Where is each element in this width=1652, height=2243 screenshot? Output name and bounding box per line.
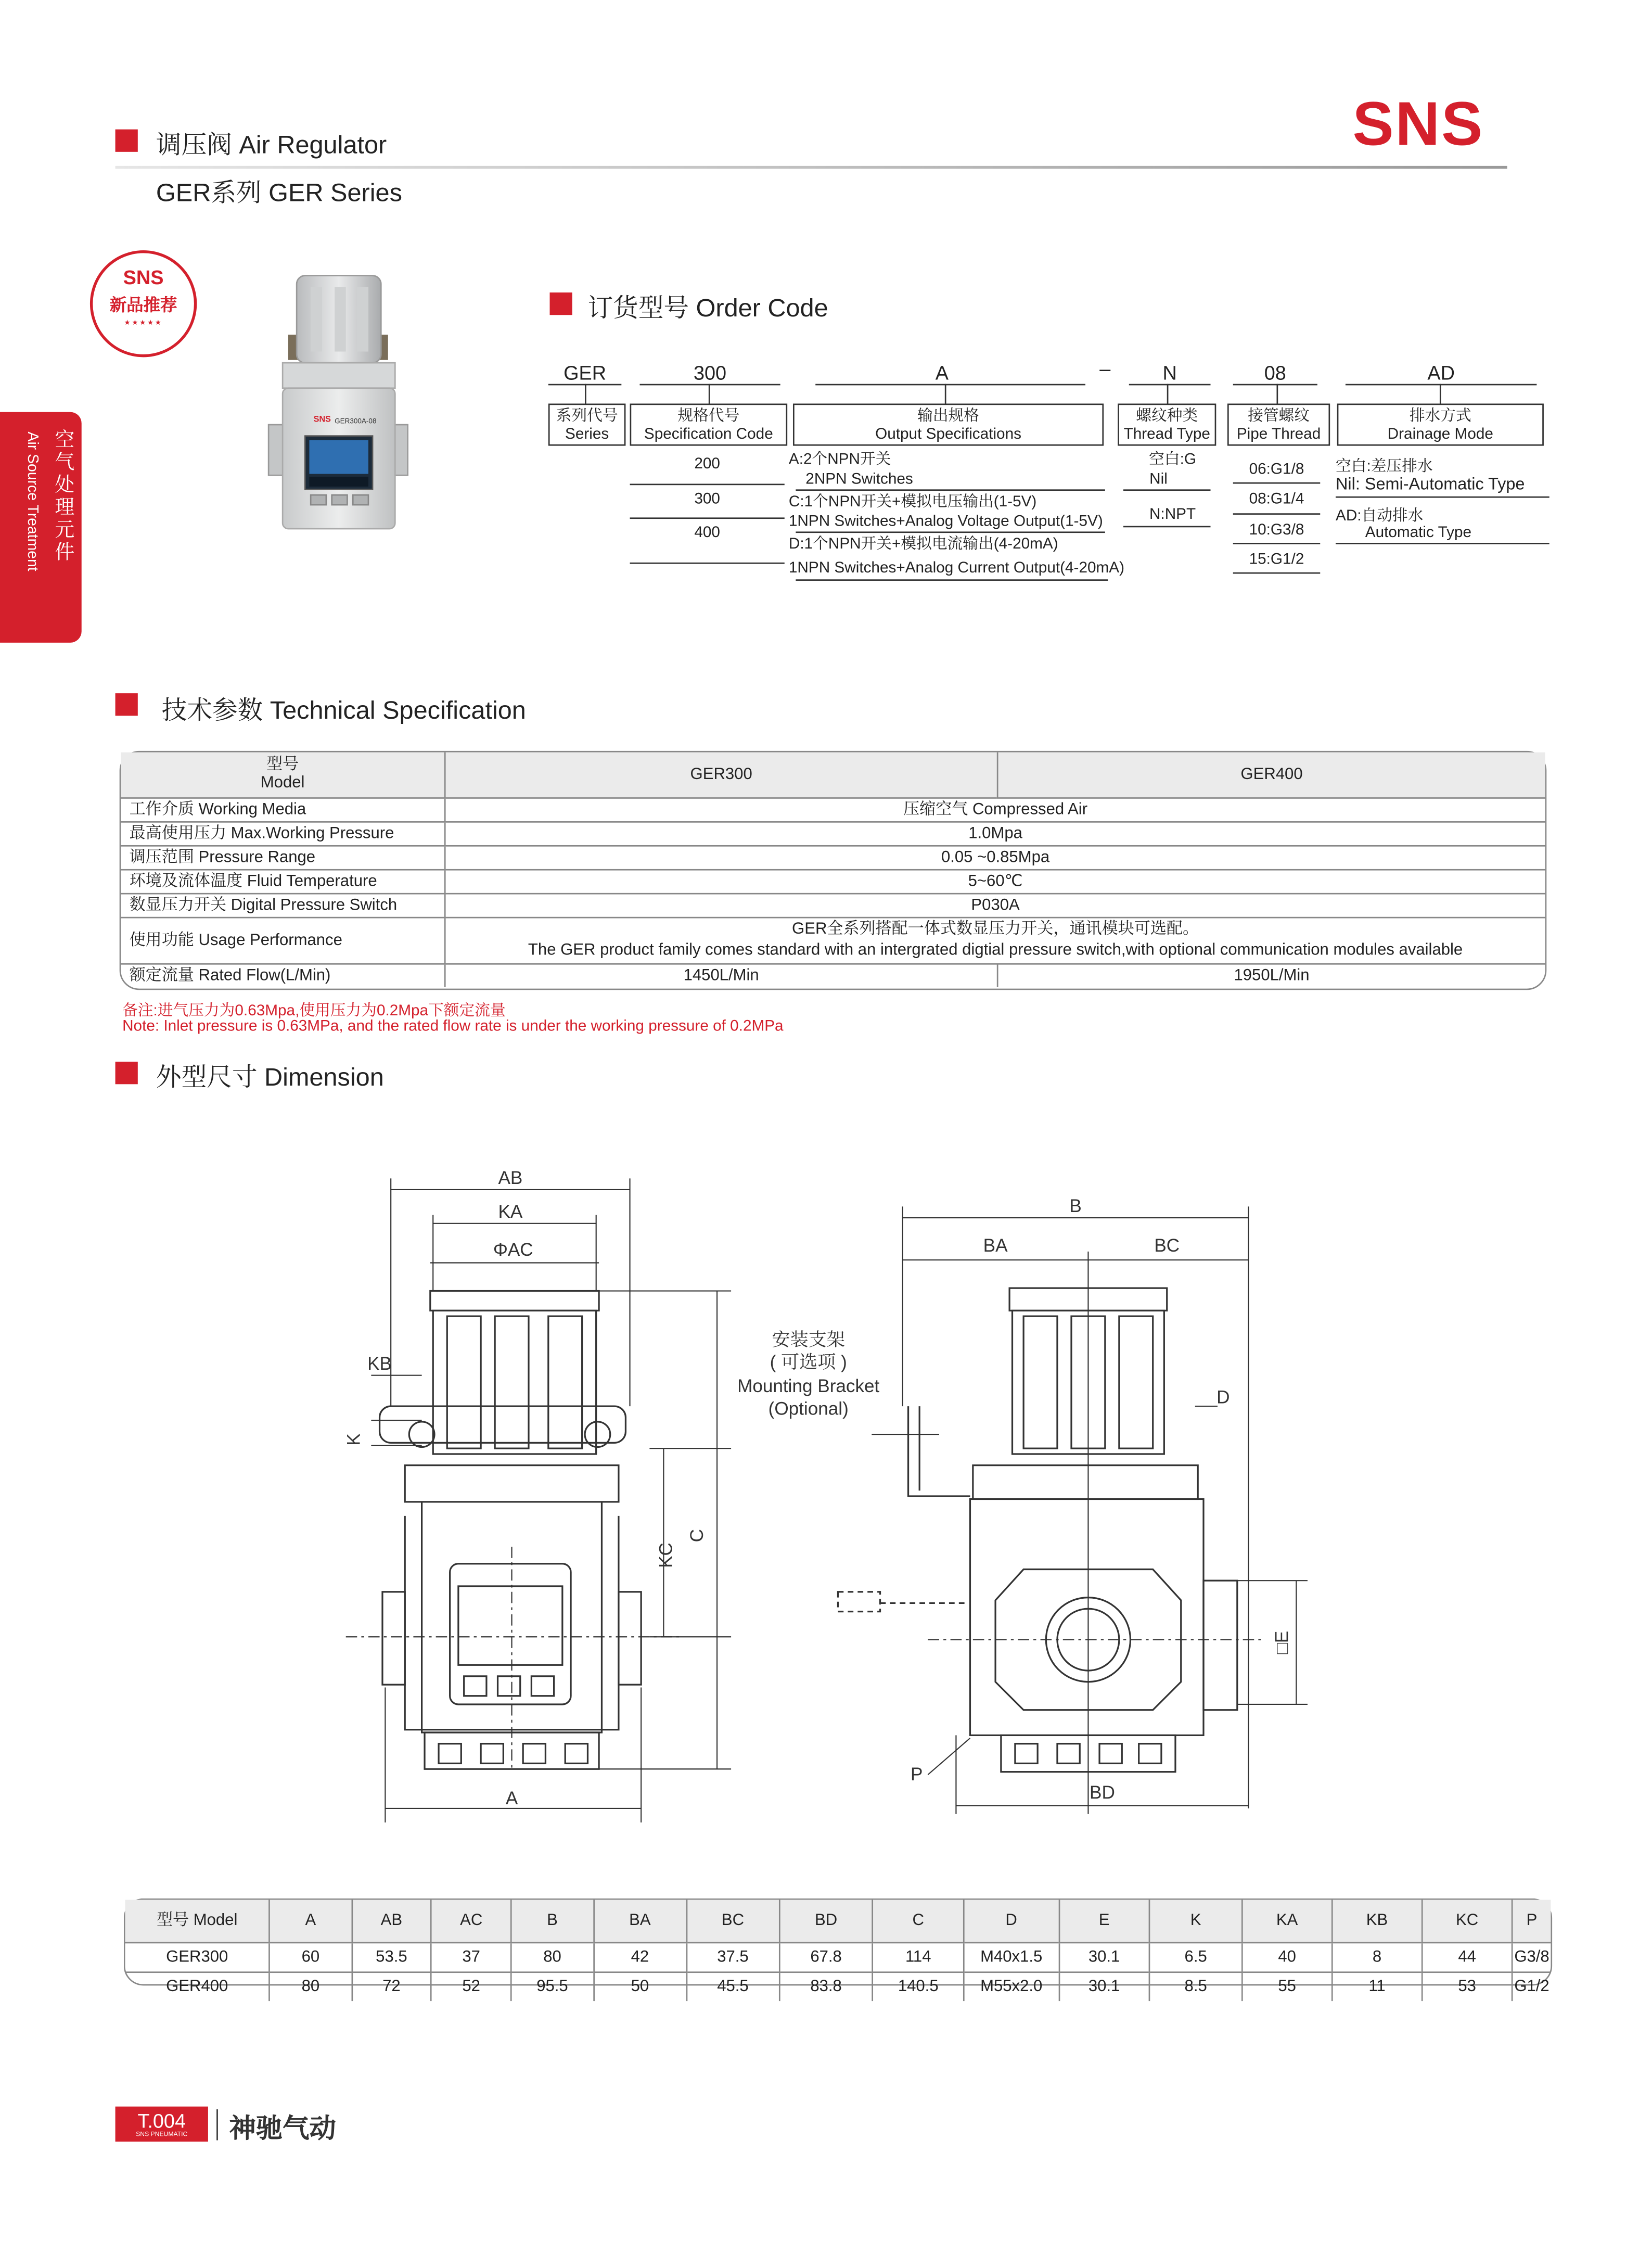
dim-header-cell: 型号 Model	[125, 1900, 270, 1943]
dim-cell: 67.8	[779, 1943, 873, 1972]
code-drain: AD	[1427, 361, 1455, 384]
code-spec: 300	[693, 361, 727, 384]
label-d: D	[1216, 1387, 1230, 1408]
dim-cell: 37.5	[686, 1943, 779, 1972]
bracket-label-en2: (Optional)	[768, 1398, 849, 1419]
dim-cell: G3/8	[1512, 1943, 1551, 1972]
badge-text: 新品推荐	[109, 295, 177, 315]
brand-logo: SNS	[1352, 90, 1484, 159]
dim-header-cell: BA	[594, 1900, 686, 1943]
box-series: 系列代号 Series	[548, 404, 626, 446]
output-option-c-en: 1NPN Switches+Analog Voltage Output(1-5V)	[788, 513, 1103, 530]
dim-cell: G1/2	[1512, 1972, 1551, 2001]
dim-cell: 8.5	[1149, 1972, 1242, 2001]
label-e: □E	[1272, 1630, 1292, 1654]
dimension-heading: 外型尺寸 Dimension	[156, 1063, 384, 1091]
label-ba: BA	[983, 1235, 1008, 1256]
label-p: P	[911, 1764, 923, 1785]
thread-option-npt: N:NPT	[1149, 506, 1196, 524]
page-title: 调压阀 Air Regulator	[156, 131, 387, 159]
footer-divider	[216, 2109, 218, 2140]
page-subtitle: GER系列 GER Series	[156, 179, 402, 207]
dim-cell: 52	[431, 1972, 511, 2001]
dim-header-cell: B	[511, 1900, 594, 1943]
code-thread: N	[1162, 361, 1177, 384]
dim-cell: 80	[511, 1943, 594, 1972]
label-ac: ΦAC	[493, 1239, 533, 1260]
dim-cell: 114	[873, 1943, 964, 1972]
drain-option-ad-en: Automatic Type	[1365, 524, 1472, 542]
spec-code-200: 200	[694, 455, 720, 473]
company-name: 神驰气动	[229, 2114, 336, 2145]
output-option-d-cn: D:1个NPN开关+模拟电流输出(4-20mA)	[788, 536, 1058, 553]
tech-spec-heading: 技术参数 Technical Specification	[161, 696, 526, 724]
dim-cell: M40x1.5	[964, 1943, 1059, 1972]
dim-cell: 45.5	[686, 1972, 779, 2001]
code-series: GER	[564, 361, 607, 384]
dim-table-row	[125, 1972, 1551, 2001]
dim-table-row	[125, 1943, 1551, 1972]
label-kb: KB	[367, 1353, 392, 1374]
note-en: Note: Inlet pressure is 0.63MPa, and the rated flow rate is under the working pressure of 0.2MPa	[122, 1018, 784, 1035]
code-output: A	[935, 361, 949, 384]
bracket-label-cn: 安装支架	[772, 1329, 845, 1350]
label-bc: BC	[1154, 1235, 1180, 1256]
dim-cell: 6.5	[1149, 1943, 1242, 1972]
dim-header-cell: KA	[1242, 1900, 1332, 1943]
product-label: SNS	[313, 416, 331, 425]
drain-option-ad-cn: AD:自动排水	[1335, 507, 1424, 525]
dim-header-cell: D	[964, 1900, 1059, 1943]
dim-cell: 30.1	[1059, 1943, 1149, 1972]
dim-cell: 40	[1242, 1943, 1332, 1972]
side-tab-en: Air Source Treatment	[23, 431, 41, 571]
dim-cell: 55	[1242, 1972, 1332, 2001]
badge-stars: ★★★★★	[124, 319, 163, 328]
spec-code-300: 300	[694, 491, 720, 508]
badge-brand: SNS	[123, 265, 164, 288]
spec-code-400: 400	[694, 524, 720, 542]
note-cn: 备注:进气压力为0.63Mpa,使用压力为0.2Mpa下额定流量	[122, 1002, 506, 1020]
thread-option-g: 空白:G	[1149, 451, 1196, 468]
output-option-c-cn: C:1个NPN开关+模拟电压输出(1-5V)	[788, 493, 1037, 511]
dim-cell: 80	[270, 1972, 351, 2001]
drain-option-nil-cn: 空白:差压排水	[1335, 458, 1433, 476]
box-output: 输出规格 Output Specifications	[793, 404, 1104, 446]
dim-cell: 60	[270, 1943, 351, 1972]
spec-model-ger300: GER300	[445, 753, 997, 798]
thread-option-nil: Nil	[1149, 471, 1168, 488]
dim-header-cell: C	[873, 1900, 964, 1943]
dim-header-cell: KC	[1422, 1900, 1512, 1943]
dim-cell: M55x2.0	[964, 1972, 1059, 2001]
dim-header-cell: AC	[431, 1900, 511, 1943]
output-option-a-cn: A:2个NPN开关	[788, 451, 891, 468]
label-bd: BD	[1090, 1782, 1115, 1803]
dim-cell: 42	[594, 1943, 686, 1972]
pipe-option-15: 15:G1/2	[1249, 551, 1304, 568]
box-pipe: 接管螺纹 Pipe Thread	[1227, 404, 1330, 446]
dim-cell: 53	[1422, 1972, 1512, 2001]
code-dash: –	[1099, 357, 1111, 380]
label-ka: KA	[498, 1202, 523, 1222]
dim-cell: 30.1	[1059, 1972, 1149, 2001]
dim-cell: 50	[594, 1972, 686, 2001]
dim-header-cell: KB	[1332, 1900, 1422, 1943]
dim-cell: 8	[1332, 1943, 1422, 1972]
bracket-label-en: Mounting Bracket	[737, 1376, 880, 1397]
dim-cell: GER400	[125, 1972, 270, 2001]
bracket-label-cn2: ( 可选项 )	[770, 1352, 847, 1373]
page-number-badge	[116, 2107, 208, 2142]
dim-cell: GER300	[125, 1943, 270, 1972]
page-sub: SNS PNEUMATIC	[136, 2130, 188, 2138]
label-b: B	[1069, 1196, 1082, 1217]
dim-header-cell: E	[1059, 1900, 1149, 1943]
output-option-a-en: 2NPN Switches	[805, 471, 913, 488]
order-code-heading: 订货型号 Order Code	[587, 294, 828, 322]
dim-header-cell: P	[1512, 1900, 1551, 1943]
pipe-option-10: 10:G3/8	[1249, 521, 1304, 539]
label-kc: KC	[656, 1543, 676, 1568]
label-a: A	[505, 1788, 518, 1808]
dim-cell: 72	[352, 1972, 432, 2001]
spec-table: 型号 Model GER300 GER400 工作介质 Working Media 压缩空气 Compressed Air 最高使用压力 Max.Working Pressure 1.0Mpa 调压范围 Pressure Range 0.05 ~0.85Mpa 环境及流体温度 Fluid Temperature 5~60℃ 数显压力开关 Digital Pressure Switch P030A 使用功能 Usage Performance GER全系列搭配一体式数显压力开关，通讯模块可选配。 The GER product family comes standard with an intergrated digtial pressure switch,with optional communication modules available 额定流量 Rated Flow(L/Min) 1450L/Min 1950L/Min	[121, 753, 1545, 987]
dim-cell: 11	[1332, 1972, 1422, 2001]
drain-option-nil-en: Nil: Semi-Automatic Type	[1335, 474, 1525, 494]
output-option-d-en: 1NPN Switches+Analog Current Output(4-20mA)	[788, 559, 1125, 577]
box-thread: 螺纹种类 Thread Type	[1118, 404, 1216, 446]
dim-header-cell: K	[1149, 1900, 1242, 1943]
dim-header-cell: AB	[352, 1900, 432, 1943]
label-c: C	[687, 1529, 708, 1543]
code-pipe: 08	[1264, 361, 1286, 384]
dim-header-cell: A	[270, 1900, 351, 1943]
dim-cell: 44	[1422, 1943, 1512, 1972]
page-number: T.004	[137, 2109, 186, 2132]
side-tab-cn: 空气处理元件	[53, 429, 76, 564]
spec-model-ger400: GER400	[997, 753, 1545, 798]
dim-header-cell: BC	[686, 1900, 779, 1943]
label-ab: AB	[498, 1168, 523, 1189]
dimension-table-frame	[124, 1898, 1552, 1996]
pipe-option-06: 06:G1/8	[1249, 461, 1304, 478]
dim-cell: 37	[431, 1943, 511, 1972]
pipe-option-08: 08:G1/4	[1249, 491, 1304, 508]
box-drain: 排水方式 Drainage Mode	[1337, 404, 1544, 446]
dimension-table	[125, 1900, 1551, 2002]
dim-cell: 140.5	[873, 1972, 964, 2001]
dim-cell: 95.5	[511, 1972, 594, 2001]
label-k: K	[343, 1433, 364, 1446]
product-model: GER300A-08	[335, 417, 377, 426]
box-spec: 规格代号 Specification Code	[630, 404, 788, 446]
dim-cell: 53.5	[352, 1943, 432, 1972]
dim-header-cell: BD	[779, 1900, 873, 1943]
dim-cell: 83.8	[779, 1972, 873, 2001]
